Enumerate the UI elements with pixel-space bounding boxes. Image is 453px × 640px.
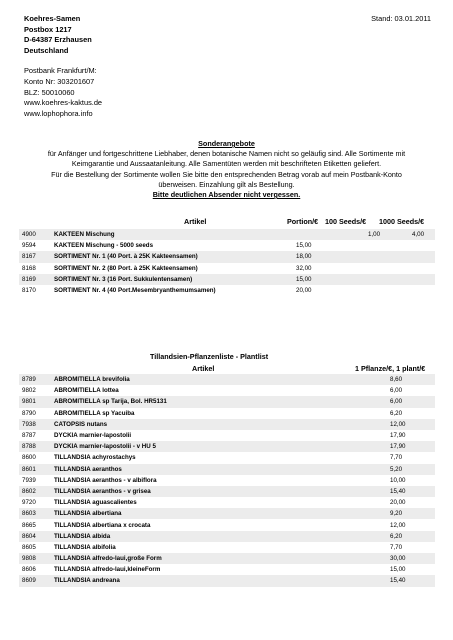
- portion-price: 20,00: [296, 287, 312, 295]
- plant-name: TILLANDSIA achyrostachys: [54, 454, 136, 462]
- plant-price: 20,00: [390, 499, 406, 507]
- special-offer-notice: [20, 139, 433, 200]
- seeds-1000-price: [401, 274, 435, 285]
- seeds-100-price: [347, 263, 401, 274]
- article-number: 8168: [22, 264, 36, 272]
- plant-price: 12,00: [387, 419, 435, 430]
- plant-price: 7,70: [390, 543, 403, 551]
- offer-line-1: für Anfänger und fortgeschrittene Liebhaber, denen botanische Namen nicht so geläufig sind. Alle Sortimente mit: [47, 149, 406, 159]
- seeds-100-price: 1,00: [347, 229, 401, 240]
- offer-line-3: Für die Bestellung der Sortimente wollen Sie bitte den entsprechenden Betrag vorab auf mein Postbank-Konto: [51, 169, 402, 179]
- article-number: 8789: [19, 374, 51, 385]
- plant-price: 6,20: [390, 409, 403, 417]
- plant-table: [19, 374, 435, 587]
- portion-price: 18,00: [293, 251, 347, 262]
- plant-price: 15,40: [387, 486, 435, 497]
- plant-price: 15,00: [390, 566, 406, 574]
- seeds-1000-price: [401, 240, 435, 251]
- offer-warning: Bitte deutlichen Absender nicht vergessen.: [152, 190, 301, 200]
- table-row: [19, 229, 435, 240]
- plant-price: 17,90: [390, 432, 406, 440]
- table-row: [19, 430, 435, 441]
- offer-line-4: überweisen. Einzahlung gilt als Bestellung.: [158, 179, 295, 189]
- seeds-1000-price: [401, 285, 435, 296]
- plantlist-title: Tillandsien-Pflanzenliste - Plantlist: [150, 352, 269, 361]
- sender-address: [24, 14, 102, 119]
- article-number: 8602: [19, 486, 51, 497]
- article-number: 4900: [19, 229, 51, 240]
- table-row: [19, 240, 435, 251]
- table-row: [19, 564, 435, 575]
- table-row: [19, 452, 435, 463]
- table1-header-1000-seeds: 1000 Seeds/€: [379, 217, 425, 226]
- article-number: 9720: [22, 499, 36, 507]
- table-row: [19, 464, 435, 475]
- offer-line-2: Keimgarantie und Aussaatanleitung. Alle Samentüten werden mit beschrifteten Etiketten geliefert.: [71, 159, 382, 169]
- sender-name: Koehres-Samen: [24, 14, 81, 23]
- table-row: [19, 396, 435, 407]
- article-name: SORTIMENT Nr. 1 (40 Port. à 25K Kakteensamen): [51, 251, 293, 262]
- plant-name: TILLANDSIA andreana: [51, 575, 387, 586]
- article-number: 7938: [19, 419, 51, 430]
- sender-street: Postbox 1217: [24, 24, 72, 34]
- plant-name: ABROMITIELLA sp Tarija, Bol. HR5131: [51, 396, 387, 407]
- bank-name: Postbank Frankfurt/M:: [24, 66, 97, 76]
- table-row: [19, 519, 435, 530]
- plant-name: CATOPSIS nutans: [51, 419, 387, 430]
- article-number: 8609: [19, 575, 51, 586]
- plant-price: 12,00: [390, 521, 406, 529]
- portion-price: 15,00: [293, 274, 347, 285]
- plant-price: 6,20: [387, 531, 435, 542]
- assortment-table: [19, 229, 435, 296]
- plant-name: ABROMITIELLA brevifolia: [51, 374, 387, 385]
- table2-header-artikel: Artikel: [192, 364, 215, 373]
- article-number: 8606: [22, 566, 36, 574]
- plant-name: TILLANDSIA aeranthos - v grisea: [51, 486, 387, 497]
- seeds-1000-price: [401, 263, 435, 274]
- table-row: [19, 251, 435, 262]
- plant-name: TILLANDSIA albida: [51, 531, 387, 542]
- plant-price: 7,70: [390, 454, 403, 462]
- plant-price: 10,00: [390, 476, 406, 484]
- plant-name: ABROMITIELLA lottea: [54, 387, 119, 395]
- table1-header-100-seeds: 100 Seeds/€: [325, 217, 367, 226]
- article-name: SORTIMENT Nr. 2 (80 Port. à 25K Kakteensamen): [54, 264, 198, 272]
- article-number: 8790: [22, 409, 36, 417]
- seeds-1000-price: 4,00: [401, 229, 435, 240]
- portion-price: 32,00: [296, 264, 312, 272]
- table-row: [19, 408, 435, 419]
- article-number: 7939: [22, 476, 36, 484]
- article-number: 9808: [19, 553, 51, 564]
- seeds-100-price: [347, 240, 401, 251]
- plant-name: DYCKIA marnier-lapostolii: [54, 432, 132, 440]
- table-row: [19, 497, 435, 508]
- table-row: [19, 285, 435, 296]
- table2-header-price: 1 Pflanze/€, 1 plant/€: [355, 364, 426, 373]
- plant-price: 9,20: [387, 508, 435, 519]
- plant-name: TILLANDSIA aguascalientes: [54, 499, 137, 507]
- bank-blz: BLZ: 50010060: [24, 87, 75, 97]
- table-row: [19, 374, 435, 385]
- plant-price: 6,00: [387, 396, 435, 407]
- plant-name: TILLANDSIA albertiana x crocata: [54, 521, 151, 529]
- article-name: KAKTEEN Mischung: [51, 229, 293, 240]
- website-link-2[interactable]: www.lophophora.info: [24, 108, 93, 118]
- article-number: 9801: [19, 396, 51, 407]
- seeds-100-price: [347, 285, 401, 296]
- plant-price: 30,00: [387, 553, 435, 564]
- plant-name: TILLANDSIA albertiana: [51, 508, 387, 519]
- plant-name: DYCKIA marnier-lapostolii - v HU 5: [51, 441, 387, 452]
- table-row: [19, 441, 435, 452]
- article-number: 9802: [22, 387, 36, 395]
- article-number: 9594: [22, 242, 36, 250]
- table1-header-artikel: Artikel: [184, 217, 207, 226]
- article-number: 8169: [19, 274, 51, 285]
- sender-country: Deutschland: [24, 45, 69, 55]
- table-row: [19, 274, 435, 285]
- plant-name: TILLANDSIA albifolia: [54, 543, 116, 551]
- table-row: [19, 385, 435, 396]
- plant-name: TILLANDSIA aeranthos: [51, 464, 387, 475]
- portion-price: [293, 229, 347, 240]
- table1-header-portion: Portion/€: [287, 217, 319, 226]
- article-name: SORTIMENT Nr. 4 (40 Port.Mesembryanthemumsamen): [54, 287, 216, 295]
- article-number: 8665: [22, 521, 36, 529]
- date-stamp: Stand: 03.01.2011: [371, 14, 431, 23]
- article-number: 8170: [22, 287, 36, 295]
- offer-title: Sonderangebote: [198, 139, 255, 148]
- article-number: 8788: [19, 441, 51, 452]
- table-row: [19, 486, 435, 497]
- seeds-100-price: [347, 274, 401, 285]
- plant-name: TILLANDSIA alfredo-laui,kleineForm: [54, 566, 161, 574]
- website-link-1[interactable]: www.koehres-kaktus.de: [24, 98, 103, 108]
- plant-name: ABROMITIELLA sp Yacuiba: [54, 409, 135, 417]
- plant-name: TILLANDSIA alfredo-laui,große Form: [51, 553, 387, 564]
- article-number: 8601: [19, 464, 51, 475]
- plant-price: 5,20: [387, 464, 435, 475]
- plant-price: 8,60: [387, 374, 435, 385]
- seeds-1000-price: [401, 251, 435, 262]
- table-row: [19, 553, 435, 564]
- article-number: 8605: [22, 543, 36, 551]
- article-number: 8603: [19, 508, 51, 519]
- table-row: [19, 508, 435, 519]
- article-name: KAKTEEN Mischung - 5000 seeds: [54, 242, 154, 250]
- seeds-100-price: [347, 251, 401, 262]
- table-row: [19, 263, 435, 274]
- article-number: 8600: [22, 454, 36, 462]
- portion-price: 15,00: [296, 242, 312, 250]
- article-number: 8604: [19, 531, 51, 542]
- plant-price: 15,40: [387, 575, 435, 586]
- table-row: [19, 542, 435, 553]
- article-number: 8787: [22, 432, 36, 440]
- bank-account: Konto Nr: 303201607: [24, 76, 95, 86]
- plant-price: 6,00: [390, 387, 403, 395]
- plant-price: 17,90: [387, 441, 435, 452]
- article-name: SORTIMENT Nr. 3 (16 Port. Sukkulentensamen): [51, 274, 293, 285]
- table-row: [19, 475, 435, 486]
- article-number: 8167: [19, 251, 51, 262]
- table-row: [19, 575, 435, 586]
- table-row: [19, 531, 435, 542]
- sender-city: D-64387 Erzhausen: [24, 35, 92, 45]
- plant-name: TILLANDSIA aeranthos - v albiflora: [54, 476, 157, 484]
- table-row: [19, 419, 435, 430]
